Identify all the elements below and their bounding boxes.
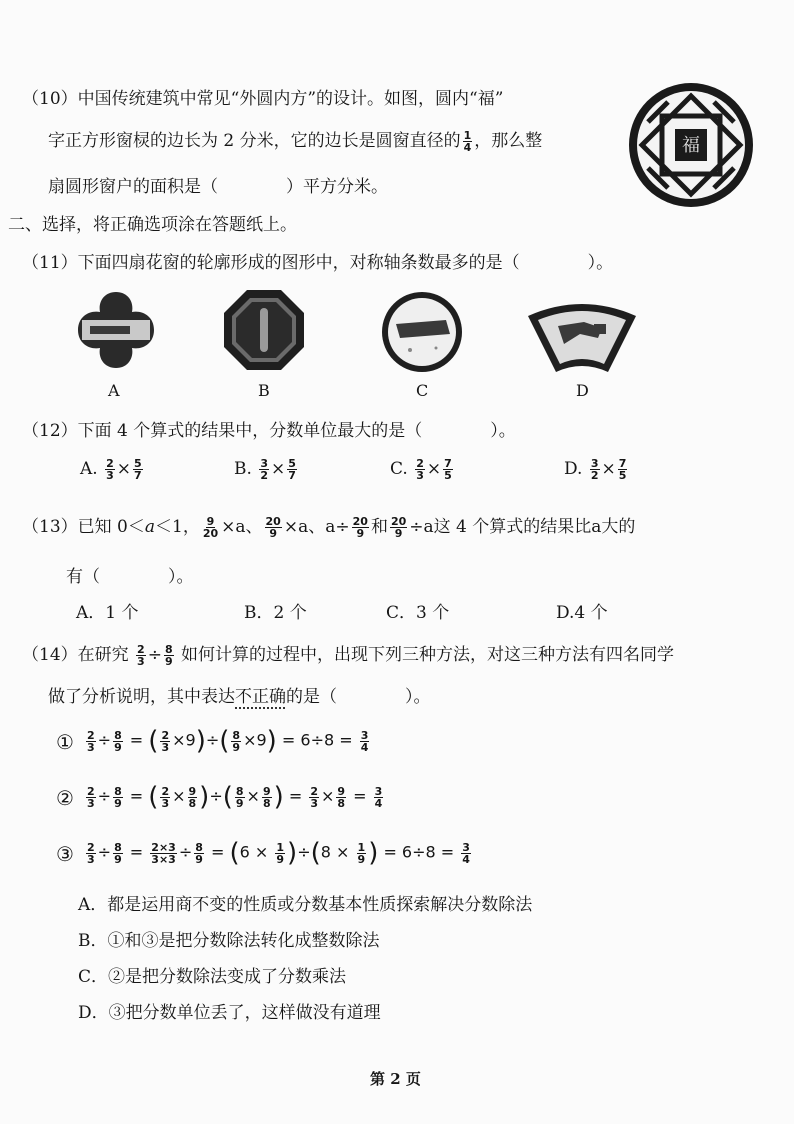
q12-stem: （12）下面 4 个算式的结果中，分数单位最大的是（ ）。 <box>22 421 516 441</box>
q14-stem-line2: 做了分析说明，其中表达不正确的是（ ）。 <box>48 687 431 707</box>
q13-stem: （13）已知 0＜a＜1， $\frac{9}{20}$ ×a、 $\frac{20}{9}$ ×a、a÷ $\frac{20}{9}$ 和 $\frac{20}{9}$ ÷a这 4 个算式的结果比a大的 <box>22 515 636 540</box>
page-number: 第 2 页 <box>370 1070 421 1088</box>
q13-option-b: B．2 个 <box>244 603 307 623</box>
q12-option-d: D. $\frac{3}{2}$ × $\frac{7}{5}$ <box>564 457 627 482</box>
q14-method-3-expr: $\frac{2}{3}$ ÷ $\frac{8}{9}$ = $\frac{2\times 3}{3\times 3}$ ÷ $\frac{8}{9}$ = (6 × $\frac{1}{9}$ )÷(8 × $\frac{1}{9}$ ) = 6÷8 = $\frac{3}{4}$ <box>87 838 470 868</box>
window-d-label: D <box>576 381 589 400</box>
q14-method-2-expr: $\frac{2}{3}$ ÷ $\frac{8}{9}$ = ( $\frac{2}{3}$ × $\frac{9}{8}$ )÷( $\frac{8}{9}$ × $\frac{9}{8}$ ) = $\frac{2}{3}$ × $\frac{9}{8}$ = $\frac{3}{4}$ <box>87 782 383 812</box>
round-window-image <box>626 80 756 210</box>
q10-line2-a: 字正方形窗棂的边长为 2 分米，它的边长是圆窗直径的 <box>48 131 461 151</box>
q14-option-a: A．都是运用商不变的性质或分数基本性质探索解决分数除法 <box>78 895 533 915</box>
window-c-label: C <box>416 381 429 400</box>
q12-option-b: B. $\frac{3}{2}$ × $\frac{5}{7}$ <box>234 457 296 482</box>
section2-heading: 二、选择，将正确选项涂在答题纸上。 <box>8 215 297 235</box>
window-b-label: B <box>258 381 270 400</box>
window-d-image <box>524 298 640 376</box>
q12-option-a: A. $\frac{2}{3}$ × $\frac{5}{7}$ <box>80 457 142 482</box>
q11-stem: （11）下面四扇花窗的轮廓形成的图形中，对称轴条数最多的是（ ）。 <box>22 253 614 273</box>
emphasis-not-correct: 不正确 <box>235 687 286 707</box>
q13-line2: 有（ ）。 <box>66 567 194 587</box>
q13-option-a: A．1 个 <box>76 603 139 623</box>
q14-method-3: ③ <box>56 842 74 866</box>
q14-method-1-expr: $\frac{2}{3}$ ÷ $\frac{8}{9}$ = ( $\frac{2}{3}$ ×9)÷( $\frac{8}{9}$ ×9) = 6÷8 = $\frac{3}{4}$ <box>87 726 369 756</box>
q14-method-2: ② <box>56 786 74 810</box>
fu-character: 福 <box>682 135 700 156</box>
window-a-image <box>76 290 156 370</box>
q14-option-d: D．③把分数单位丢了，这样做没有道理 <box>78 1003 381 1023</box>
q10-line3: 扇圆形窗户的面积是（ ）平方分米。 <box>48 177 388 197</box>
q10-fraction: $\frac{1}{4}$ <box>463 129 472 154</box>
q10-line2-b: ，那么整 <box>474 131 543 151</box>
q14-method-1: ① <box>56 730 74 754</box>
q13-option-d: D.4 个 <box>556 603 608 623</box>
window-c-image <box>380 290 464 374</box>
window-b-image <box>222 288 306 372</box>
q14-stem-line1: （14）在研究 $\frac{2}{3}$ ÷ $\frac{8}{9}$ 如何计算的过程中，出现下列三种方法，对这三种方法有四名同学 <box>22 643 675 668</box>
q14-option-c: C．②是把分数除法变成了分数乘法 <box>78 967 347 987</box>
window-a-label: A <box>108 381 120 400</box>
q14-option-b: B．①和③是把分数除法转化成整数除法 <box>78 931 380 951</box>
q12-option-c: C. $\frac{2}{3}$ × $\frac{7}{5}$ <box>390 457 452 482</box>
q10-line1: （10）中国传统建筑中常见“外圆内方”的设计。如图，圆内“福” <box>22 89 504 109</box>
q13-option-c: C．3 个 <box>386 603 450 623</box>
q10-line2 <box>48 126 542 153</box>
